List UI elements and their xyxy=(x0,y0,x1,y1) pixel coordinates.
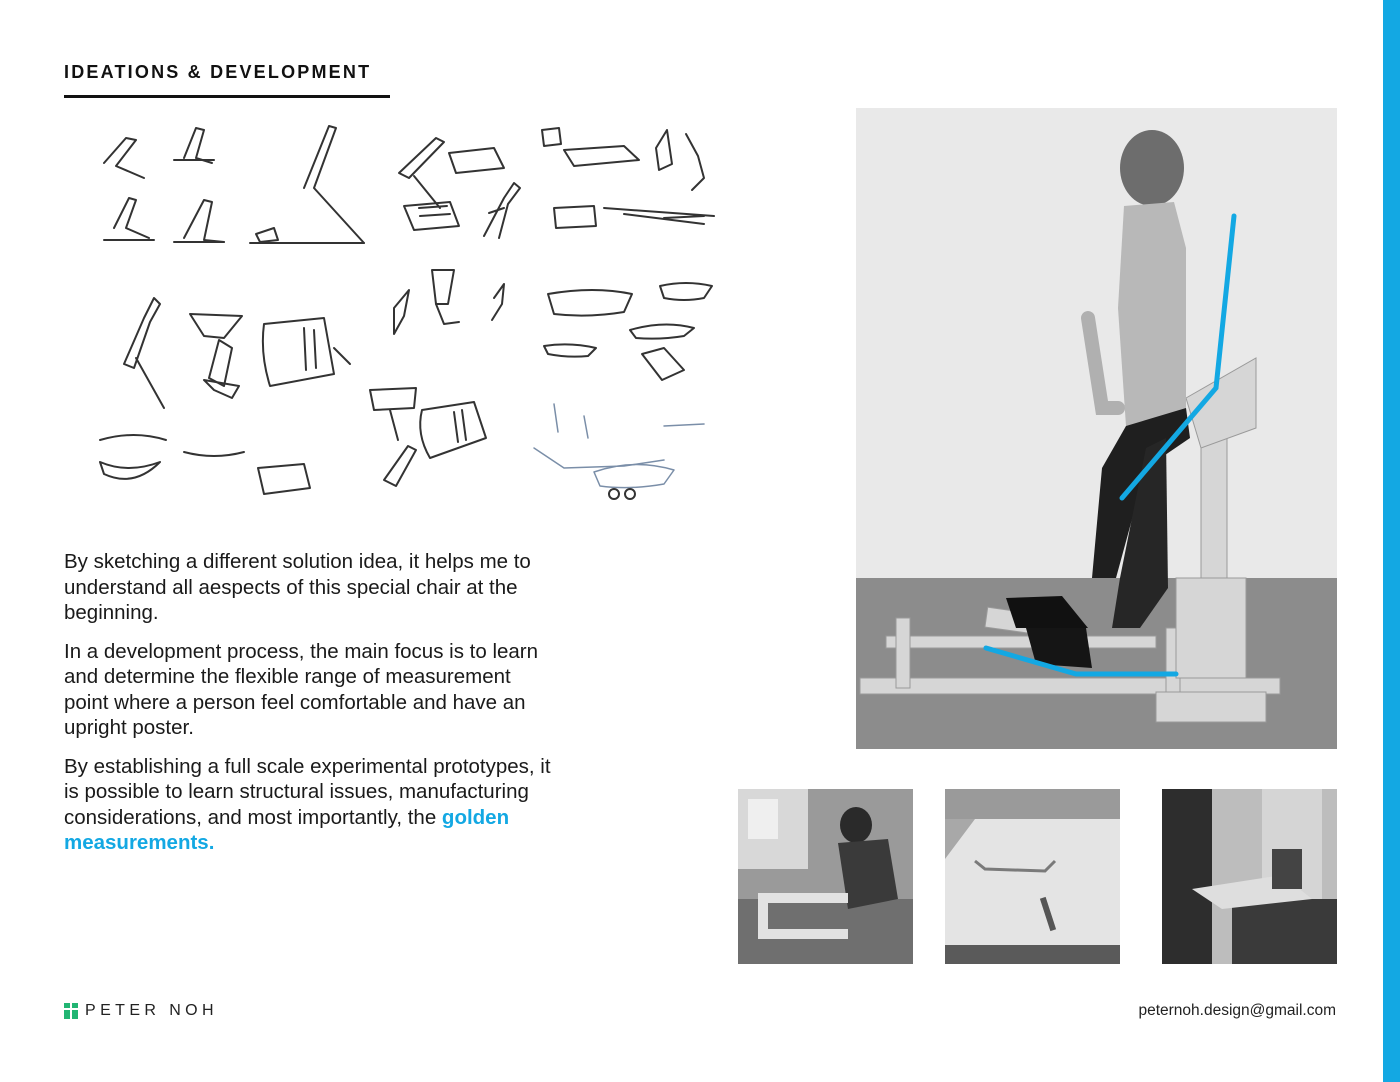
assembling-photo-icon xyxy=(738,789,913,964)
golden-measurements-highlight: golden measurements. xyxy=(64,805,510,854)
paragraph-sketching: By sketching a different solution idea, it helps me to understand all aespects of this special chair at the beginning. xyxy=(64,550,531,624)
paragraph-prototypes-lead: By establishing a full scale experimental prototypes, it is possible to learn structural issues, manufacturing considerations, and most importantly, the xyxy=(64,754,551,829)
thumbnail-bandsaw xyxy=(1162,789,1337,964)
accent-bar xyxy=(1383,0,1400,1082)
posture-test-photo-icon xyxy=(856,108,1337,749)
thumbnail-assembling xyxy=(738,789,913,964)
title-underline xyxy=(64,95,390,98)
logo-mark-icon xyxy=(64,1003,78,1019)
brand-name: PETER NOH xyxy=(85,1002,218,1019)
template-photo-icon xyxy=(945,789,1120,964)
paragraph-development: In a development process, the main focus is to learn and determine the flexible range of measurement point where a person feel comfortable and have an upright poster. xyxy=(64,639,539,739)
page-title: IDEATIONS & DEVELOPMENT xyxy=(64,62,372,82)
sketch-drawings-icon xyxy=(64,108,740,532)
paragraph-prototypes xyxy=(64,754,554,856)
thumbnail-template xyxy=(945,789,1120,964)
contact-email[interactable]: peternoh.design@gmail.com xyxy=(1138,1002,1336,1019)
prototype-main-photo xyxy=(856,108,1337,749)
bandsaw-photo-icon xyxy=(1162,789,1337,964)
body-copy xyxy=(64,549,554,869)
brand-logo xyxy=(64,1002,218,1020)
sketch-collage xyxy=(64,108,740,532)
